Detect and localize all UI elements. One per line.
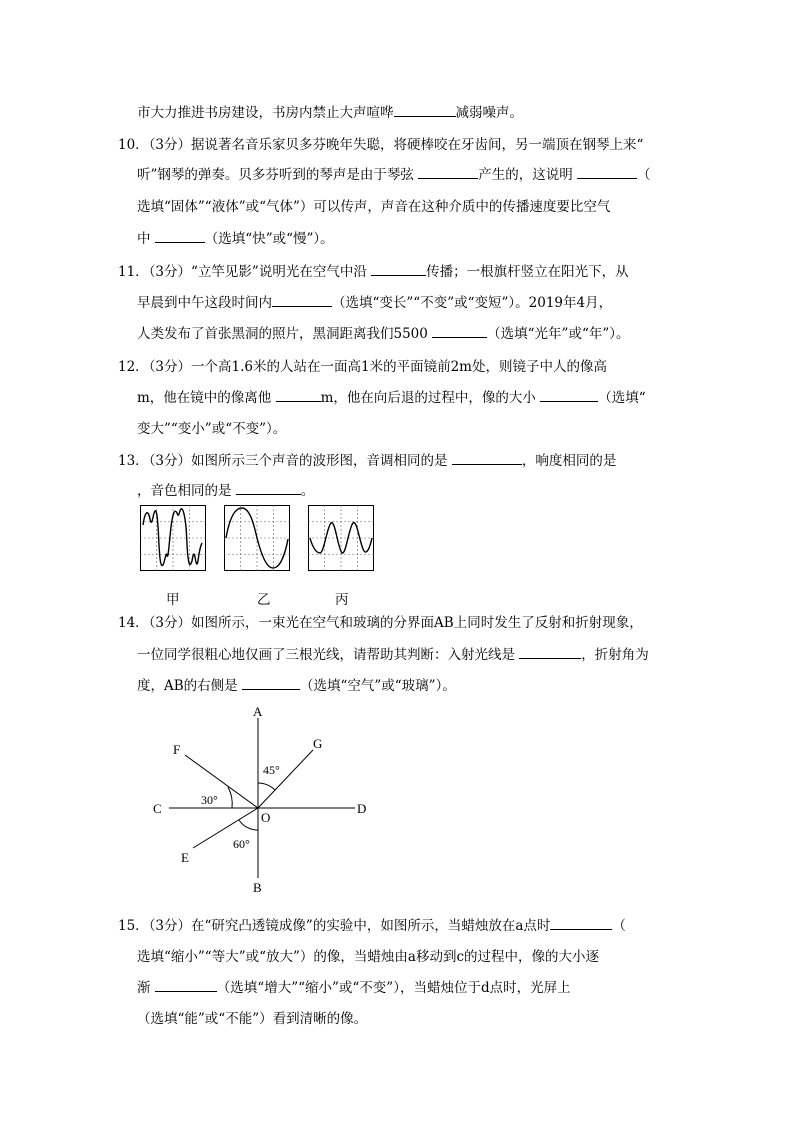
q14-text: ，折射角为 [581,647,649,663]
q14-line-2 [137,646,649,664]
point-b: B [253,880,262,895]
question-number: 13． [118,453,149,469]
q12-blank-1[interactable] [276,389,321,402]
waveform-bing [308,505,374,571]
q11-text: 早晨到中午这段时间内 [137,295,272,311]
q11-text: （选填“变长”“不变”或“变短”）。2019年4月， [332,295,613,311]
q13-text: 。 [300,483,315,499]
q10-blank-1[interactable] [418,166,478,179]
q12-text: 一个高1.6米的人站在一面高1米的平面镜前2m处，则镜子中人的像高 [191,359,607,375]
point-d: D [357,801,367,816]
q15-text: 在“研究凸透镜成像”的实验中，如图所示，当蜡烛放在a点时 [191,918,551,934]
q11-text: 人类发布了首张黑洞的照片，黑洞距离我们5500 [137,326,428,342]
q10-text: 中 [137,231,151,247]
q13-text: ，响度相同的是 [521,453,617,469]
waveform-label-yi: 乙 [257,592,271,608]
angle-arc-45 [258,783,275,790]
q15-text: 渐 [137,980,151,996]
q11-blank-2[interactable] [272,294,332,307]
q14-blank-1[interactable] [519,646,581,659]
q15-text: （ [612,918,626,934]
waveform-label-jia: 甲 [166,592,180,608]
q11-blank-3[interactable] [432,325,487,338]
q12-text: 变大”“变小”或“不变”）。 [137,421,287,437]
point-c: C [153,801,162,816]
q14-text: 一位同学很粗心地仅画了三根光线，请帮助其判断：入射光线是 [137,647,515,663]
q13-blank-1[interactable] [452,452,522,465]
question-number: 12． [118,359,149,375]
q12-line-1 [118,358,607,376]
q13-blank-2[interactable] [236,482,301,495]
q15-blank-2[interactable] [155,979,217,992]
point-o: O [261,810,271,825]
q10-text: 听”钢琴的弹奏。贝多芬听到的琴声是由于琴弦 [137,167,414,183]
waveform-yi [224,505,290,571]
q10-blank-3[interactable] [155,230,205,243]
q12-line-2 [137,389,646,407]
question-score: （3分） [148,137,192,153]
q15-line-1 [118,917,626,935]
q11-text: （选填“光年”或“年”）。 [487,326,630,342]
q14-line-3 [137,677,456,695]
angle-arc-60 [239,820,258,830]
angle-label-60: 60° [233,837,250,851]
angle-label-30: 30° [201,793,218,807]
question-score: （3分） [148,615,192,631]
question-number: 15． [118,918,149,934]
q9-blank[interactable] [394,104,456,117]
q11-line-1 [118,263,629,281]
point-f: F [173,742,181,757]
q15-text: 选填“缩小”“等大”或“放大”）的像，当蜡烛由a移动到c的过程中，像的大小逐 [137,949,600,965]
q10-line-1 [118,136,643,154]
q11-line-3 [137,325,630,343]
ray-og [258,750,313,808]
q12-text: （选填“ [598,390,646,406]
q13-line-1 [118,452,616,470]
q11-text: 传播；一根旗杆竖立在阳光下，从 [426,264,629,280]
refraction-diagram [145,700,385,900]
q15-blank-1[interactable] [550,917,612,930]
q10-text: 产生的，这说明 [478,167,573,183]
q9-text: 市大力推进书房建设，书房内禁止大声喧哗 [137,105,394,121]
q13-text: ，音色相同的是 [137,483,232,499]
q10-line-2 [137,166,651,184]
q10-text: （选填“快”或“慢”）。 [204,231,334,247]
q11-line-2 [137,294,612,312]
q15-line-3 [137,979,571,997]
q10-text: 选填“固体”“液体”或“气体”）可以传声，声音在这种介质中的传播速度要比空气 [137,199,611,215]
q15-text: （选填“增大”“缩小”或“不变”），当蜡烛位于d点时，光屏上 [216,980,571,996]
angle-label-45: 45° [263,763,280,777]
q14-text: （选填“空气”或“玻璃”）。 [299,678,456,694]
q11-text: “立竿见影”说明光在空气中沿 [191,264,367,280]
question-score: （3分） [148,264,192,280]
question-score: （3分） [148,359,192,375]
point-a: A [253,704,263,719]
q10-line-3 [137,198,610,216]
question-number: 10． [118,137,149,153]
q12-line-3 [137,420,286,438]
q10-text: （ [637,167,651,183]
q15-line-4 [137,1010,367,1028]
waveform-label-bing: 丙 [335,592,349,608]
point-g: G [313,736,323,751]
q9-text-end: 减弱噪声。 [455,105,523,121]
q12-blank-2[interactable] [540,389,598,402]
q12-text: m，他在镜中的像离他 [137,390,272,406]
question-score: （3分） [148,918,192,934]
question-score: （3分） [148,453,192,469]
q10-blank-2[interactable] [577,166,637,179]
q15-line-2 [137,948,599,966]
q14-text: 度，AB的右侧是 [137,678,238,694]
question-number: 11． [118,264,149,280]
q15-text: （选填“能”或“不能”）看到清晰的像。 [137,1011,368,1027]
q13-text: 如图所示三个声音的波形图，音调相同的是 [191,453,448,469]
angle-arc-30 [228,787,232,808]
q10-line-4 [137,230,334,248]
q14-text: 如图所示，一束光在空气和玻璃的分界面AB上同时发生了反射和折射现象， [191,615,643,631]
q13-line-2 [137,482,314,500]
q11-blank-1[interactable] [371,263,426,276]
q14-blank-2[interactable] [242,677,300,690]
waveform-jia [140,505,206,571]
point-e: E [181,850,189,865]
ray-fo [185,755,258,808]
question-number: 14． [118,615,149,631]
q10-text: 据说著名音乐家贝多芬晚年失聪，将硬棒咬在牙齿间，另一端顶在钢琴上来“ [191,137,644,153]
q12-text: m，他在向后退的过程中，像的大小 [320,390,536,406]
q14-line-1 [118,614,643,632]
q9-tail-line [137,104,523,122]
